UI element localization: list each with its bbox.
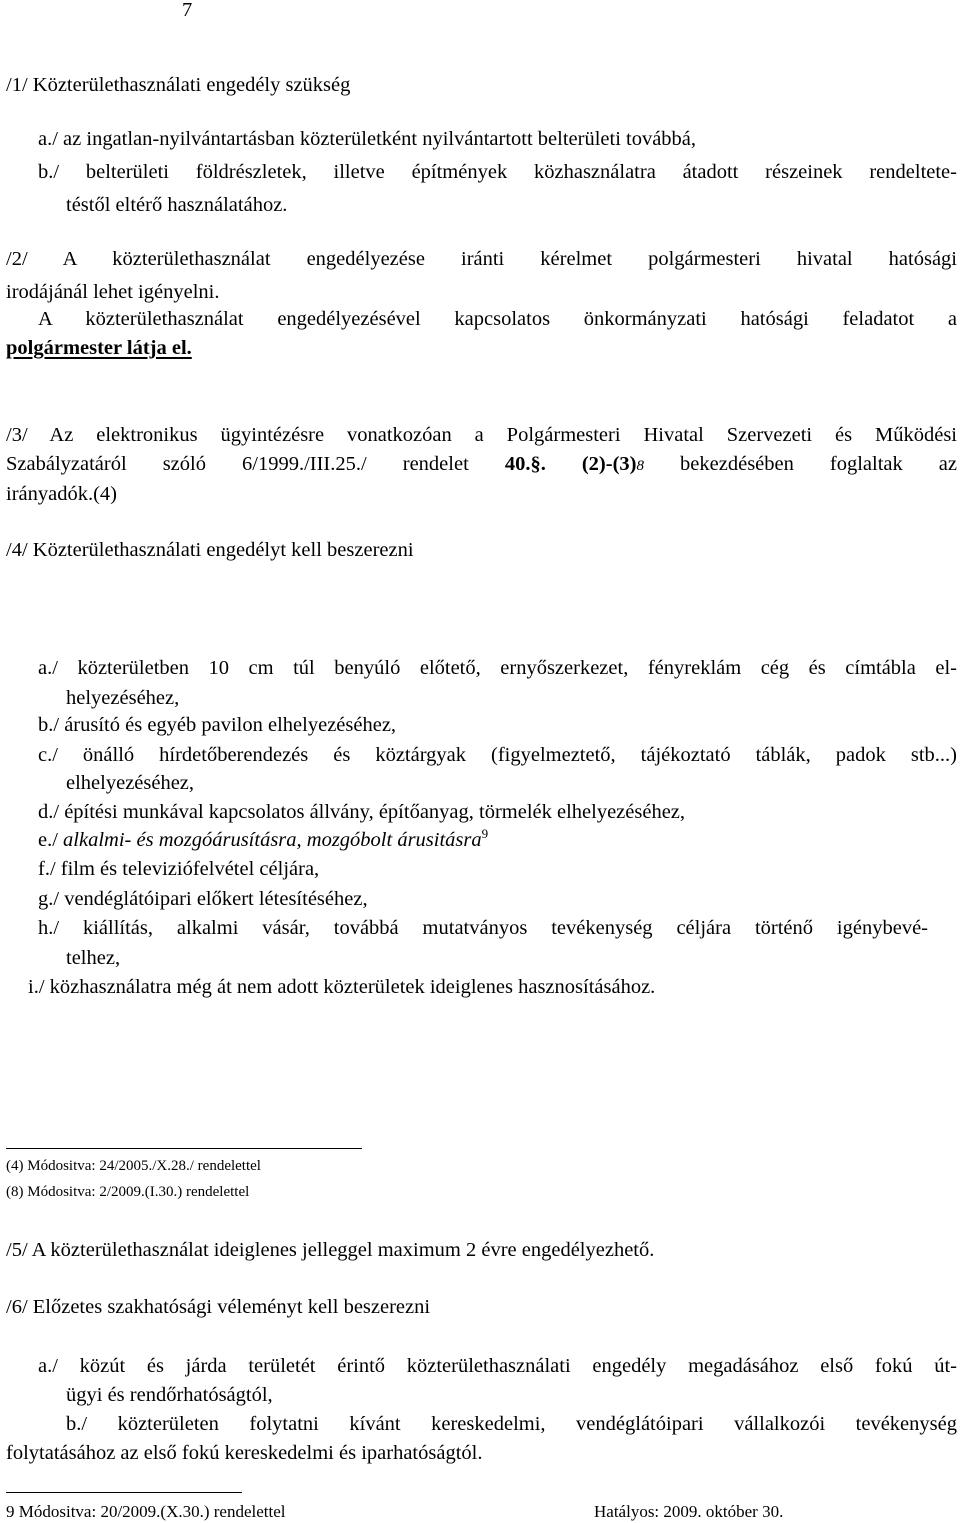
footnote-marker-9: 9 (481, 826, 489, 842)
item-e-prefix: e./ (38, 829, 58, 851)
section-4-heading: /4/ Közterülethasználati engedélyt kell beszerezni (6, 539, 414, 561)
section-4-item-h-line2: telhez, (66, 947, 121, 969)
section-3-line1: /3/ Az elektronikus ügyintézésre vonatkozóan a Polgármesteri Hivatal Szervezeti és Működési (6, 424, 957, 446)
section-4-item-c-line1: c./ önálló hírdetőberendezés és köztárgyak (figyelmeztető, tájékoztató táblák, padok stb...) (38, 744, 957, 766)
page-number: 7 (182, 0, 193, 21)
section-4-item-g: g./ vendéglátóipari előkert létesítéséhez, (38, 888, 368, 910)
section-3-line3: irányadók.(4) (6, 483, 117, 505)
section-1-item-b-line1: b./ belterületi földrészletek, illetve építmények közhasználatra átadott részeinek rendeltete- (38, 161, 957, 183)
responsible-authority: polgármester látja el. (6, 337, 192, 359)
section-1-item-a: a./ az ingatlan-nyilvántartásban közterületként nyilvántartott belterületi továbbá, (38, 128, 697, 150)
footnote-9: 9 Módositva: 20/2009.(X.30.) rendelettel (6, 1502, 286, 1521)
footnote-divider-2 (6, 1492, 242, 1493)
section-4-item-a-line1: a./ közterületben 10 cm túl benyúló előtető, ernyőszerkezet, fényreklám cég és címtábla el- (38, 657, 957, 679)
effective-date: Hatályos: 2009. október 30. (594, 1502, 784, 1521)
section-6-item-b-line1: b./ közterületen folytatni kívánt kereskedelmi, vendéglátóipari vállalkozói tevékenység (66, 1413, 957, 1435)
section-6-heading: /6/ Előzetes szakhatósági véleményt kell beszerezni (6, 1296, 431, 1318)
footnote-8: (8) Módositva: 2/2009.(I.30.) rendelettel (6, 1184, 250, 1200)
footnote-marker-8: 8 (636, 458, 644, 474)
section-6-item-a-line1: a./ közút és járda területét érintő közterülethasználati engedély megadásához első fokú út- (38, 1355, 957, 1377)
section-6-item-b-line2: folytatásához az első fokú kereskedelmi és iparhatóságtól. (6, 1442, 483, 1464)
section-2-line1: /2/ A közterülethasználat engedélyezése iránti kérelmet polgármesteri hivatal hatósági (6, 248, 957, 270)
item-e-text: alkalmi- és mozgóárusításra, mozgóbolt árusitásra (63, 829, 482, 851)
regulation-ref: Szabályzatáról szóló 6/1999./III.25./ rendelet (6, 453, 469, 475)
section-6-item-a-line2: ügyi és rendőrhatóságtól, (66, 1384, 273, 1406)
section-1-item-b-line2: téstől eltérő használatához. (66, 194, 288, 216)
section-3-line2-end: bekezdésében foglaltak az (680, 453, 958, 475)
section-2-line3: A közterülethasználat engedélyezésével kapcsolatos önkormányzati hatósági feladatot a (38, 308, 957, 330)
footnote-4: (4) Módositva: 24/2005./X.28./ rendelettel (6, 1158, 261, 1174)
footnote-divider (6, 1148, 362, 1149)
section-1-heading: /1/ Közterülethasználati engedély szükség (6, 74, 351, 96)
section-4-item-c-line2: elhelyezéséhez, (66, 772, 195, 794)
section-4-item-d: d./ építési munkával kapcsolatos állvány, építőanyag, törmelék elhelyezéséhez, (38, 801, 686, 823)
section-3-line2 (6, 454, 957, 475)
section-4-item-a-line2: helyezéséhez, (66, 687, 180, 709)
section-5-text: /5/ A közterülethasználat ideiglenes jelleggel maximum 2 évre engedélyezhető. (6, 1239, 655, 1261)
paragraph-ref: 40.§. (2)-(3) (504, 453, 637, 475)
section-2-line4 (6, 338, 192, 359)
section-4-item-f: f./ film és televiziófelvétel céljára, (38, 858, 320, 880)
section-4-item-i: i./ közhasználatra még át nem adott közterületek ideiglenes hasznosításához. (28, 976, 656, 998)
section-2-line2: irodájánál lehet igényelni. (6, 281, 220, 303)
section-4-item-h-line1: h./ kiállítás, alkalmi vásár, továbbá mutatványos tevékenység céljára történő igénybevé- (38, 917, 928, 939)
section-4-item-e (38, 826, 489, 851)
section-4-item-b: b./ árusító és egyéb pavilon elhelyezéséhez, (38, 714, 397, 736)
